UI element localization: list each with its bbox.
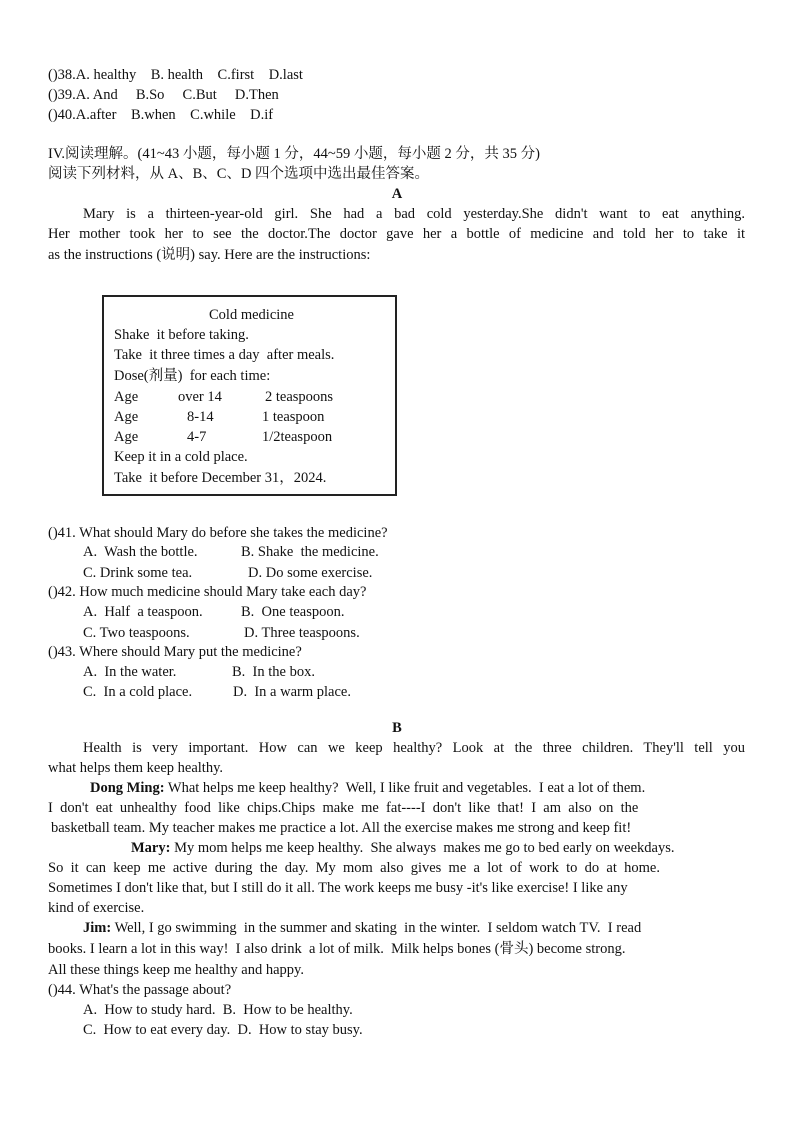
medicine-line-shake: Shake it before taking. [114, 327, 249, 343]
question-options: A.after B.when C.while D.if [75, 107, 274, 123]
mary-line-1 [131, 839, 674, 857]
question-43-stem: ()43. Where should Mary put the medicine? [48, 644, 302, 660]
question-39 [48, 86, 279, 104]
option-a: A. Wash the bottle. [83, 544, 198, 560]
passage-b-intro-1: Health is very important. How can we keep healthy? Look at the three children. They'll tell you [83, 740, 745, 756]
question-43-options-cd [83, 683, 351, 701]
jim-line-3: All these things keep me healthy and happy. [48, 962, 304, 978]
medicine-line-expiry: Take it before December 31，2024. [114, 470, 327, 486]
dose-age-range: 8-14 [187, 409, 214, 425]
question-44-options-ab: A. How to study hard. B. How to be healthy. [83, 1002, 353, 1018]
jim-text-1: Well, I go swimming in the summer and skating in the winter. I seldom watch TV. I read [114, 920, 642, 936]
speaker-jim: Jim: [83, 920, 112, 936]
option-b: B. Shake the medicine. [241, 544, 379, 560]
mary-text-1: My mom helps me keep healthy. She always makes me go to bed early on weekdays. [174, 840, 675, 856]
option-d: D. Do some exercise. [248, 565, 373, 581]
option-b: B. One teaspoon. [241, 604, 345, 620]
dose-age-range: 4-7 [187, 429, 207, 445]
passage-a-line-3: as the instructions (说明) say. Here are the instructions: [48, 247, 371, 263]
section-header: IV.阅读理解。(41~43 小题，每小题 1 分，44~59 小题，每小题 2 分，共 35 分) [48, 146, 540, 162]
passage-b-label: B [392, 720, 402, 736]
dose-age-label: Age [114, 409, 139, 425]
dong-ming-text-1: What helps me keep healthy? Well, I like fruit and vegetables. I eat a lot of them. [167, 780, 646, 796]
option-b: B. In the box. [232, 664, 315, 680]
question-number: ()38. [48, 67, 76, 83]
dose-age-label: Age [114, 389, 139, 405]
section-instructions: 阅读下列材料，从 A、B、C、D 四个选项中选出最佳答案。 [48, 166, 430, 182]
medicine-line-storage: Keep it in a cold place. [114, 449, 248, 465]
dong-ming-line-3: basketball team. My teacher makes me practice a lot. All the exercise makes me strong and keep fit! [51, 820, 632, 836]
option-c: C. In a cold place. [83, 684, 193, 700]
question-43-options-ab [83, 663, 315, 681]
option-c: C. Two teaspoons. [83, 625, 190, 641]
question-44-options-cd: C. How to eat every day. D. How to stay busy. [83, 1022, 363, 1038]
speaker-mary: Mary: [131, 840, 171, 856]
question-number: ()39. [48, 87, 76, 103]
question-41-stem: ()41. What should Mary do before she takes the medicine? [48, 525, 388, 541]
question-42-options-cd [83, 624, 360, 642]
question-41-options-cd [83, 564, 373, 582]
dose-amount: 1 teaspoon [262, 409, 325, 425]
dong-ming-line-1 [90, 779, 745, 797]
passage-a-line-2: Her mother took her to see the doctor.The doctor gave her a bottle of medicine and told her to take it [48, 226, 745, 242]
option-c: C. Drink some tea. [83, 565, 193, 581]
mary-line-3: Sometimes I don't like that, but I still do it all. The work keeps me busy -it's like exercise! I like any [48, 880, 628, 896]
passage-b-intro-2: what helps them keep healthy. [48, 760, 224, 776]
dong-ming-line-2: I don't eat unhealthy food like chips.Chips make me fat----I don't like that! I am also on the [48, 800, 639, 816]
medicine-instructions-box [102, 295, 397, 496]
question-options: A. And B.So C.But D.Then [75, 87, 279, 103]
option-d: D. Three teaspoons. [244, 625, 360, 641]
mary-line-4: kind of exercise. [48, 900, 145, 916]
question-40 [48, 106, 273, 124]
dose-amount: 2 teaspoons [265, 389, 334, 405]
question-38 [48, 66, 303, 84]
question-number: ()40. [48, 107, 76, 123]
option-d: D. In a warm place. [233, 684, 351, 700]
jim-line-2: books. I learn a lot in this way! I also drink a lot of milk. Milk helps bones (骨头) become strong. [48, 941, 626, 957]
passage-a-label: A [391, 186, 403, 202]
jim-line-1 [83, 919, 641, 937]
dose-age-label: Age [114, 429, 139, 445]
dose-age-range: over 14 [178, 389, 222, 405]
question-44-stem: ()44. What's the passage about? [48, 982, 232, 998]
medicine-line-frequency: Take it three times a day after meals. [114, 347, 335, 363]
question-options: A. healthy B. health C.first D.last [75, 67, 303, 83]
dose-amount: 1/2teaspoon [262, 429, 333, 445]
speaker-dong-ming: Dong Ming: [90, 780, 165, 796]
question-41-options-ab [83, 543, 379, 561]
question-42-options-ab [83, 603, 345, 621]
question-42-stem: ()42. How much medicine should Mary take each day? [48, 584, 367, 600]
medicine-title: Cold medicine [209, 307, 294, 323]
passage-a-line-1: Mary is a thirteen-year-old girl. She had a bad cold yesterday.She didn't want to eat anything. [83, 206, 745, 222]
mary-line-2: So it can keep me active during the day. My mom also gives me a lot of work to do at home. [48, 860, 660, 876]
option-a: A. In the water. [83, 664, 177, 680]
option-a: A. Half a teaspoon. [83, 604, 203, 620]
medicine-line-dose: Dose(剂量) for each time: [114, 368, 271, 384]
